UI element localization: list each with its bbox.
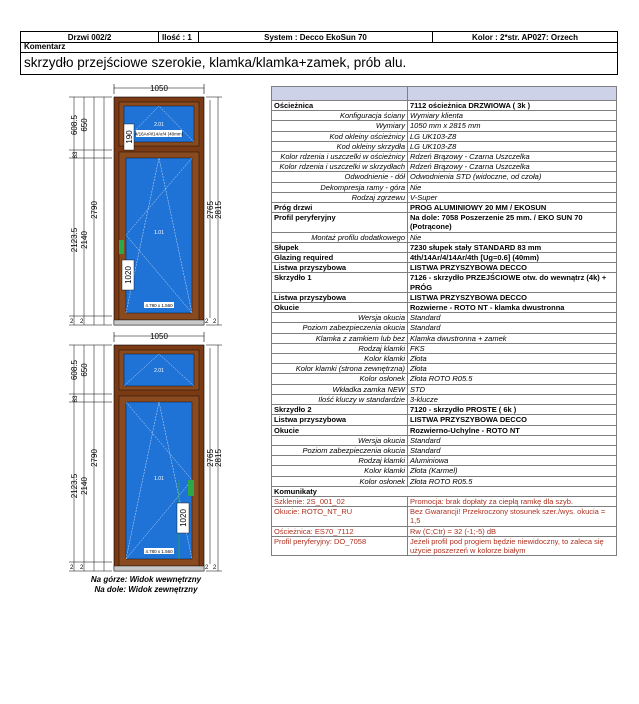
dim-right-4: 2 (213, 319, 217, 325)
spec-value: LG UK103-Z8 (408, 131, 617, 141)
spec-row (272, 141, 617, 151)
spec-row (272, 507, 617, 526)
door-drawing-outside (64, 328, 224, 578)
spec-row (272, 466, 617, 476)
spec-key: Ościeżnica (272, 101, 408, 111)
spec-row (272, 172, 617, 182)
spec-key: Rodzaj klamki (272, 456, 408, 466)
spec-value: Wymiary klienta (408, 111, 617, 121)
sash-glass-label: 1.01 (154, 230, 164, 236)
spec-row (272, 242, 617, 252)
spec-value: LG UK103-Z8 (408, 141, 617, 151)
spec-row (272, 394, 617, 404)
spec-row (272, 101, 617, 111)
spec-key: Kolor osłonek (272, 374, 408, 384)
spec-row (272, 131, 617, 141)
spec-value: Jeżeli profil pod progiem będzie niewidoczny, to zaleca się użycie poszerzeń w kolorze białym (408, 536, 617, 555)
dim-right-2: 2815 (214, 449, 223, 467)
spec-key: Wkładka zamka NEW (272, 384, 408, 394)
sash-glass-label: 1.01 (154, 476, 164, 482)
spec-value: 7230 słupek stały STANDARD 83 mm (408, 242, 617, 252)
dim-transom-2: 650 (80, 363, 89, 377)
spec-row (272, 111, 617, 121)
item-color: Kolor : 2*str. AP027: Orzech (433, 32, 618, 43)
spec-value: 4th/14Ar/4/14Ar/4th [Ug=0.6] (40mm) (408, 253, 617, 263)
spec-row (272, 526, 617, 536)
item-name: Drzwi 002/2 (21, 32, 159, 43)
spec-key: Odwodnienie - dół (272, 172, 408, 182)
spec-value: Nie (408, 182, 617, 192)
sash-glass-code: 4.780 x 1.560 (145, 549, 173, 554)
dim-right-2: 2815 (214, 201, 223, 219)
spec-key: Słupek (272, 242, 408, 252)
spec-value: Aluminiowa (408, 456, 617, 466)
spec-row (272, 405, 617, 415)
handle-icon (119, 240, 124, 254)
dim-total: 2790 (90, 449, 99, 467)
spec-value: Rozwierne - ROTO NT - klamka dwustronna (408, 303, 617, 313)
spec-row (272, 273, 617, 292)
spec-value: Bez Gwarancji! Przekroczony stosunek szer./wys. okucia = 1,5 (408, 507, 617, 526)
spec-row (272, 192, 617, 202)
dim-sash-2: 2140 (80, 231, 89, 249)
spec-table (271, 86, 617, 556)
spec-row (272, 292, 617, 302)
spec-row (272, 162, 617, 172)
spec-key: Rodzaj zgrzewu (272, 192, 408, 202)
dim-bottom-b: 2 (80, 565, 84, 571)
spec-key: Kolor klamki (272, 354, 408, 364)
spec-value: 1050 mm x 2815 mm (408, 121, 617, 131)
spec-key: Profil peryferyjny: DO_7058 (272, 536, 408, 555)
spec-key: Profil peryferyjny (272, 213, 408, 232)
spec-value: Rdzeń Brązowy - Czarna Uszczelka (408, 162, 617, 172)
spec-row (272, 253, 617, 263)
spec-row (272, 333, 617, 343)
spec-key: Kolor klamki (272, 466, 408, 476)
spec-value: 3-klucze (408, 394, 617, 404)
door-drawing-inside (64, 80, 224, 332)
spec-row (272, 121, 617, 131)
sash-glass-code: 4.780 x 1.560 (145, 303, 173, 308)
spec-value: 7112 ościeżnica DRZWIOWA ( 3k ) (408, 101, 617, 111)
spec-key: Próg drzwi (272, 203, 408, 213)
spec-row (272, 536, 617, 555)
handle-height-label: 1020 (124, 266, 133, 284)
dim-bottom-b: 2 (80, 319, 84, 325)
spec-value: Złota ROTO R05.5 (408, 374, 617, 384)
spec-key: Kolor rdzenia i uszczelki w skrzydłach (272, 162, 408, 172)
spec-row (272, 313, 617, 323)
spec-key: Ilość kluczy w standardzie (272, 394, 408, 404)
dim-width: 1050 (150, 84, 168, 93)
spec-key: Wymiary (272, 121, 408, 131)
spec-key: Okucie: ROTO_NT_RU (272, 507, 408, 526)
transom-height-label: 190 (125, 130, 134, 144)
spec-key: Listwa przyszybowa (272, 263, 408, 273)
spec-value: Na dole: 7058 Poszerzenie 25 mm. / EKO SUN 70 (Potrącone) (408, 213, 617, 232)
spec-key: Skrzydło 2 (272, 405, 408, 415)
spec-value: Standard (408, 313, 617, 323)
spec-row (272, 435, 617, 445)
spec-value: Złota ROTO R05.5 (408, 476, 617, 486)
spec-row (272, 203, 617, 213)
spec-key: Kolor osłonek (272, 476, 408, 486)
spec-value: LISTWA PRZYSZYBOWA DECCO (408, 415, 617, 425)
spec-row (272, 496, 617, 506)
drawing-caption-top: Na górze: Widok wewnętrzny (90, 575, 202, 584)
spec-value: Nie (408, 232, 617, 242)
spec-key: Szklenie: 2S_001_02 (272, 496, 408, 506)
spec-row (272, 384, 617, 394)
spec-key: Kod okleiny skrzydła (272, 141, 408, 151)
comment-label: Komentarz (20, 42, 618, 53)
spec-row (272, 364, 617, 374)
comment-text: skrzydło przejściowe szerokie, klamka/klamka+zamek, prób alu. (20, 53, 618, 75)
transom-glass-label: 2.01 (154, 122, 164, 128)
dim-right-1: 2765 (206, 201, 215, 219)
dim-right-1: 2765 (206, 449, 215, 467)
spec-value: PROG ALUMINIOWY 20 MM / EKOSUN (408, 203, 617, 213)
spec-row (272, 425, 617, 435)
spec-key: Konfiguracja ściany (272, 111, 408, 121)
handle-icon (188, 480, 194, 496)
dim-bottom-a: 2 (70, 319, 74, 325)
spec-value: Promocja: brak dopłaty za ciepłą ramkę dla szyb. (408, 496, 617, 506)
spec-value: Standard (408, 323, 617, 333)
spec-row (272, 213, 617, 232)
spec-key: Dekompresja ramy - góra (272, 182, 408, 192)
spec-key: Listwa przyszybowa (272, 415, 408, 425)
spec-row (272, 374, 617, 384)
spec-key: Okucie (272, 303, 408, 313)
spec-key: Rodzaj klamki (272, 343, 408, 353)
spec-key: Okucie (272, 425, 408, 435)
spec-value: 7120 - skrzydło PROSTE ( 6k ) (408, 405, 617, 415)
spec-key: Komunikaty (272, 486, 617, 496)
spec-table-body (272, 87, 617, 556)
spec-value: Klamka dwustronna + zamek (408, 333, 617, 343)
spec-row (272, 354, 617, 364)
dim-transom: 608.5 (70, 114, 79, 136)
spec-key: Poziom zabezpieczenia okucia (272, 445, 408, 455)
spec-value: LISTWA PRZYSZYBOWA DECCO (408, 263, 617, 273)
spec-value: Złota (408, 364, 617, 374)
spec-value: STD (408, 384, 617, 394)
dim-sash: 2123.5 (70, 227, 79, 253)
spec-key: Montaż profilu dodatkowego (272, 232, 408, 242)
spec-row (272, 476, 617, 486)
dim-width: 1050 (150, 332, 168, 341)
spec-row (272, 323, 617, 333)
spec-value: Złota (408, 354, 617, 364)
spec-key: Poziom zabezpieczenia okucia (272, 323, 408, 333)
spec-value: Złota (Karmel) (408, 466, 617, 476)
spec-table-header-bar (272, 87, 617, 101)
spec-value: Rdzeń Brązowy - Czarna Uszczelka (408, 152, 617, 162)
spec-row (272, 343, 617, 353)
spec-row (272, 303, 617, 313)
spec-value: Odwodnienia STD (widoczne, od czoła) (408, 172, 617, 182)
spec-value: Rw (C;Ctr) = 32 (-1;-5) dB (408, 526, 617, 536)
spec-row (272, 182, 617, 192)
spec-key: Ościeżnica: ES70_7112 (272, 526, 408, 536)
spec-row (272, 232, 617, 242)
spec-key: Listwa przyszybowa (272, 292, 408, 302)
spec-row (272, 152, 617, 162)
spec-value: Standard (408, 445, 617, 455)
item-qty: Ilość : 1 (159, 32, 199, 43)
dim-sash: 2123.5 (70, 473, 79, 499)
dim-bottom-a: 2 (70, 565, 74, 571)
spec-value: Standard (408, 435, 617, 445)
spec-key: Kolor rdzenia i uszczelki w ościeżnicy (272, 152, 408, 162)
spec-value: Rozwierno-Uchylne - ROTO NT (408, 425, 617, 435)
dim-transom-2: 650 (80, 118, 89, 132)
spec-key: Kod okleiny ościeżnicy (272, 131, 408, 141)
spec-row (272, 445, 617, 455)
spec-value: FKS (408, 343, 617, 353)
dim-right-3: 2 (205, 565, 209, 571)
spec-key: Wersja okucia (272, 313, 408, 323)
spec-value: LISTWA PRZYSZYBOWA DECCO (408, 292, 617, 302)
spec-value: 7126 - skrzydło PRZEJŚCIOWE otw. do wewnątrz (4k) + PRÓG (408, 273, 617, 292)
spec-value: V-Super (408, 192, 617, 202)
dim-total: 2790 (90, 201, 99, 219)
item-system: System : Decco EkoSun 70 (199, 32, 433, 43)
spec-key: Kolor klamki (strona zewnętrzna) (272, 364, 408, 374)
drawing-caption-bottom: Na dole: Widok zewnętrzny (94, 585, 198, 594)
dim-right-4: 2 (213, 565, 217, 571)
spec-key: Wersja okucia (272, 435, 408, 445)
spec-row (272, 263, 617, 273)
dim-transom: 608.5 (70, 359, 79, 381)
spec-row (272, 456, 617, 466)
spec-key: Klamka z zamkiem lub bez (272, 333, 408, 343)
dim-mullion: 83 (73, 151, 79, 159)
spec-row (272, 415, 617, 425)
dim-right-3: 2 (205, 319, 209, 325)
handle-height-label: 1020 (179, 509, 188, 527)
spec-row (272, 486, 617, 496)
transom-glass-label: 2.01 (154, 368, 164, 374)
dim-sash-2: 2140 (80, 477, 89, 495)
spec-key: Glazing required (272, 253, 408, 263)
transom-glass-code: 4/16Ar/4/14Ar/4 (40mm) (134, 131, 184, 137)
spec-key: Skrzydło 1 (272, 273, 408, 292)
dim-mullion: 83 (73, 395, 79, 403)
